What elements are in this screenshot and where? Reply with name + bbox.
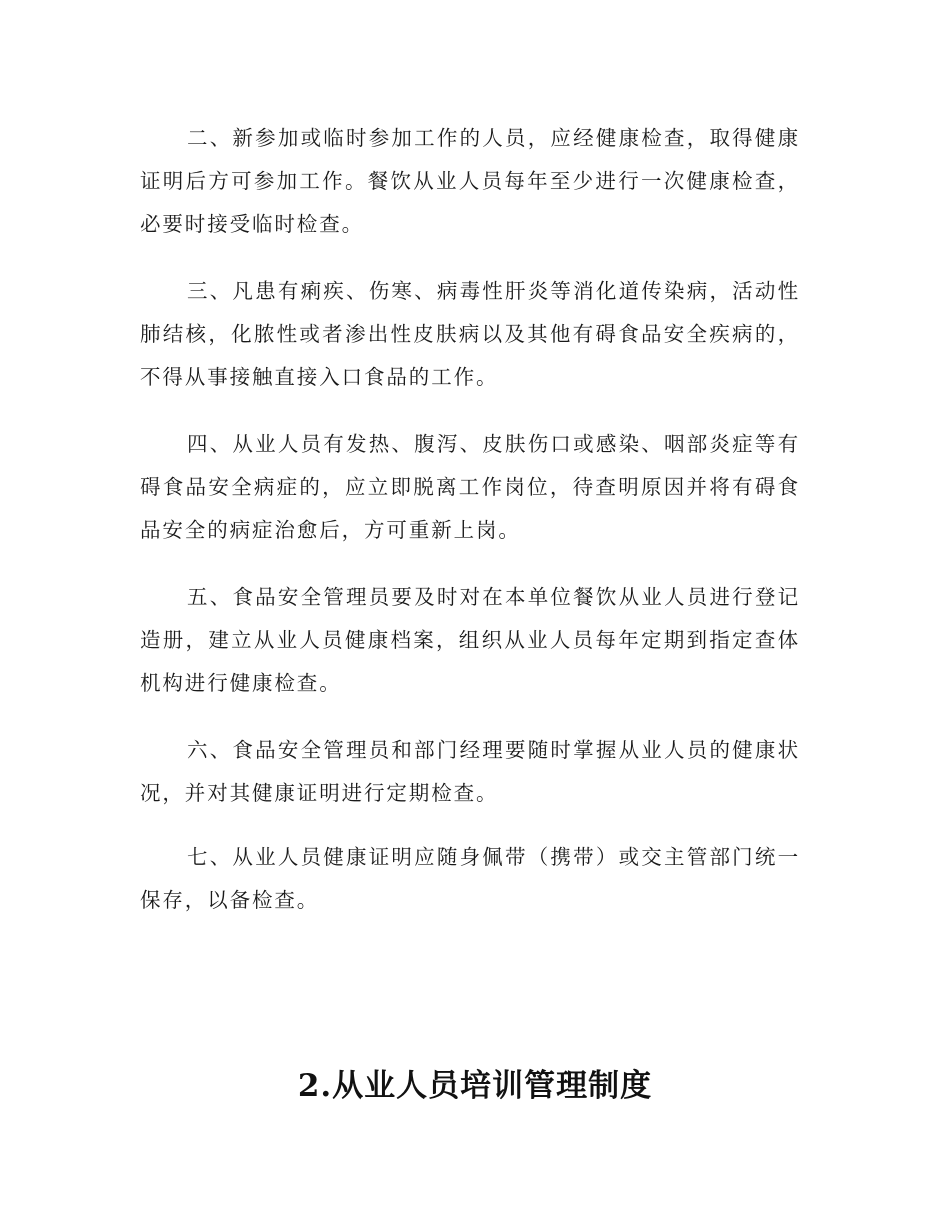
section-title: 2.从业人员培训管理制度 <box>297 1068 653 1104</box>
paragraph-symptom-removal: 四、从业人员有发热、腹泻、皮肤伤口或感染、咽部炎症等有碍食品安全病症的，应立即脱离工作岗位，待查明原因并将有碍食品安全的病症治愈后，方可重新上岗。 <box>140 432 800 542</box>
paragraph-disease-exclusion: 三、凡患有痢疾、伤寒、病毒性肝炎等消化道传染病，活动性肺结核，化脓性或者渗出性皮肤病以及其他有碍食品安全疾病的，不得从事接触直接入口食品的工作。 <box>140 279 800 389</box>
paragraph-certificate-carry: 七、从业人员健康证明应随身佩带（携带）或交主管部门统一保存，以备检查。 <box>140 845 800 912</box>
paragraph-health-check: 二、新参加或临时参加工作的人员，应经健康检查，取得健康证明后方可参加工作。餐饮从业人员每年至少进行一次健康检查，必要时接受临时检查。 <box>140 126 800 236</box>
paragraph-health-records: 五、食品安全管理员要及时对在本单位餐饮从业人员进行登记造册，建立从业人员健康档案，组织从业人员每年定期到指定查体机构进行健康检查。 <box>140 585 800 695</box>
paragraph-manager-oversight: 六、食品安全管理员和部门经理要随时掌握从业人员的健康状况，并对其健康证明进行定期检查。 <box>140 738 800 805</box>
